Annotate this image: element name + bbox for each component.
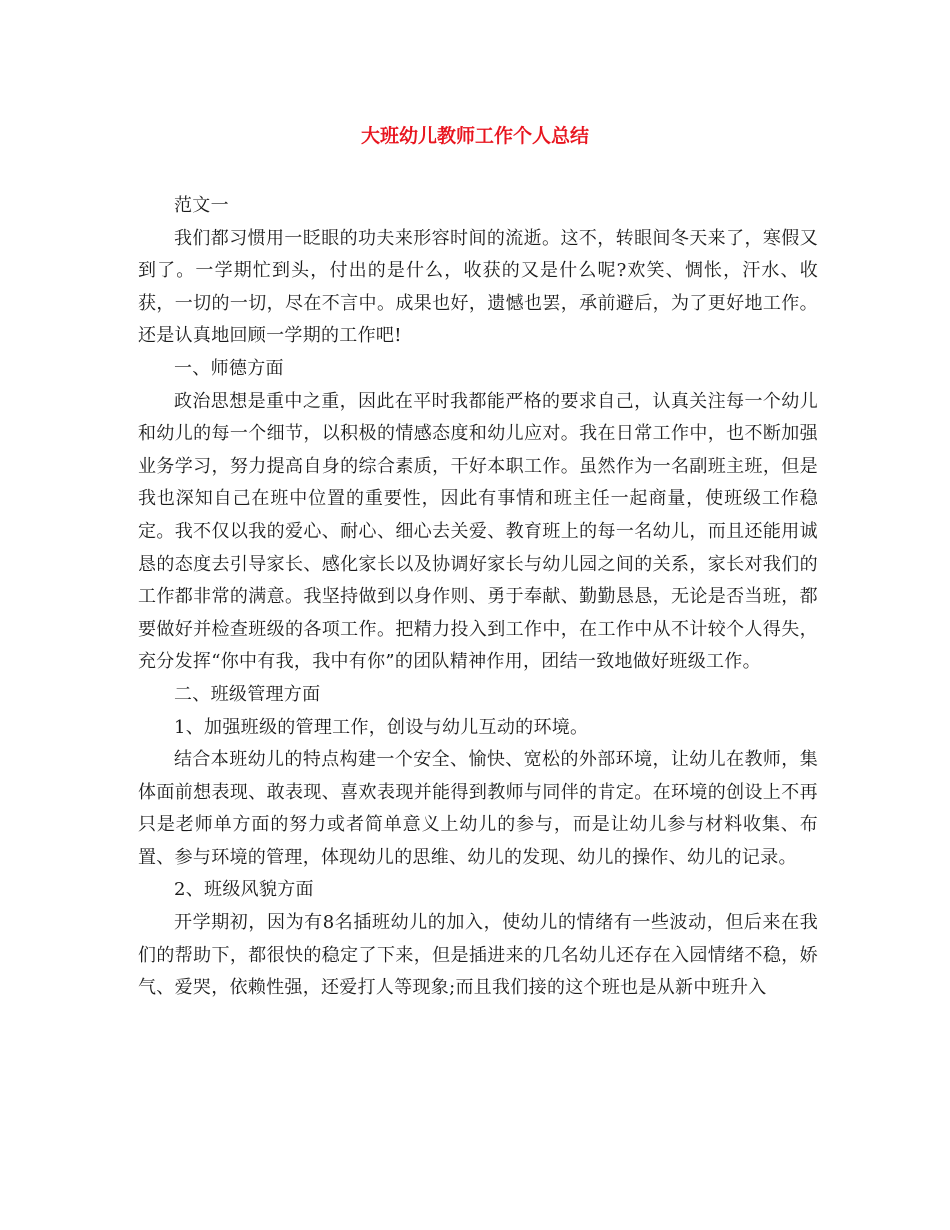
subheading-environment: 1、加强班级的管理工作，创设与幼儿互动的环境。 (174, 716, 589, 738)
paragraph-intro: 我们都习惯用一眨眼的功夫来形容时间的流逝。这不，转眼间冬天来了，寒假又到了。一学期忙到头，付出的是什么，收获的又是什么呢?欢笑、惆怅，汗水、收获，一切的一切，尽在不言中。成果也好，遗憾也罢，承前避后，为了更好地工作。还是认真地回顾一学期的工作吧! (138, 227, 818, 347)
document-title: 大班幼儿教师工作个人总结 (360, 125, 589, 147)
paragraph-environment: 结合本班幼儿的特点构建一个安全、愉快、宽松的外部环境，让幼儿在教师，集体面前想表现、敢表现、喜欢表现并能得到教师与同伴的肯定。在环境的创设上不再只是老师单方面的努力或者简单意义上幼儿的参与，而是让幼儿参与材料收集、布置、参与环境的管理，体现幼儿的思维、幼儿的发现、幼儿的操作、幼儿的记录。 (138, 749, 818, 868)
section-heading-ethics: 一、师德方面 (174, 357, 284, 379)
section-heading-class-management: 二、班级管理方面 (174, 683, 321, 705)
subheading-class-style: 2、班级风貌方面 (174, 879, 314, 901)
document-body (138, 190, 818, 1005)
paragraph-ethics: 政治思想是重中之重，因此在平时我都能严格的要求自己，认真关注每一个幼儿和幼儿的每一个细节，以积极的情感态度和幼儿应对。我在日常工作中，也不断加强业务学习，努力提高自身的综合素质，干好本职工作。虽然作为一名副班主班，但是我也深知自己在班中位置的重要性，因此有事情和班主任一起商量，使班级工作稳定。我不仅以我的爱心、耐心、细心去关爱、教育班上的每一名幼儿，而且还能用诚恳的态度去引导家长、感化家长以及协调好家长与幼儿园之间的关系，家长对我们的工作都非常的满意。我坚持做到以身作则、勇于奉献、勤勤恳恳，无论是否当班，都要做好并检查班级的各项工作。把精力投入到工作中，在工作中从不计较个人得失，充分发挥“你中有我，我中有你”的团队精神作用，团结一致地做好班级工作。 (138, 390, 818, 673)
paragraph-class-style: 开学期初，因为有8名插班幼儿的加入，使幼儿的情绪有一些波动，但后来在我们的帮助下，都很快的稳定了下来，但是插进来的几名幼儿还存在入园情绪不稳，娇气、爱哭，依赖性强，还爱打人等现象;而且我们接的这个班也是从新中班升入 (138, 912, 818, 999)
paragraph-sample-label: 范文一 (174, 195, 229, 216)
